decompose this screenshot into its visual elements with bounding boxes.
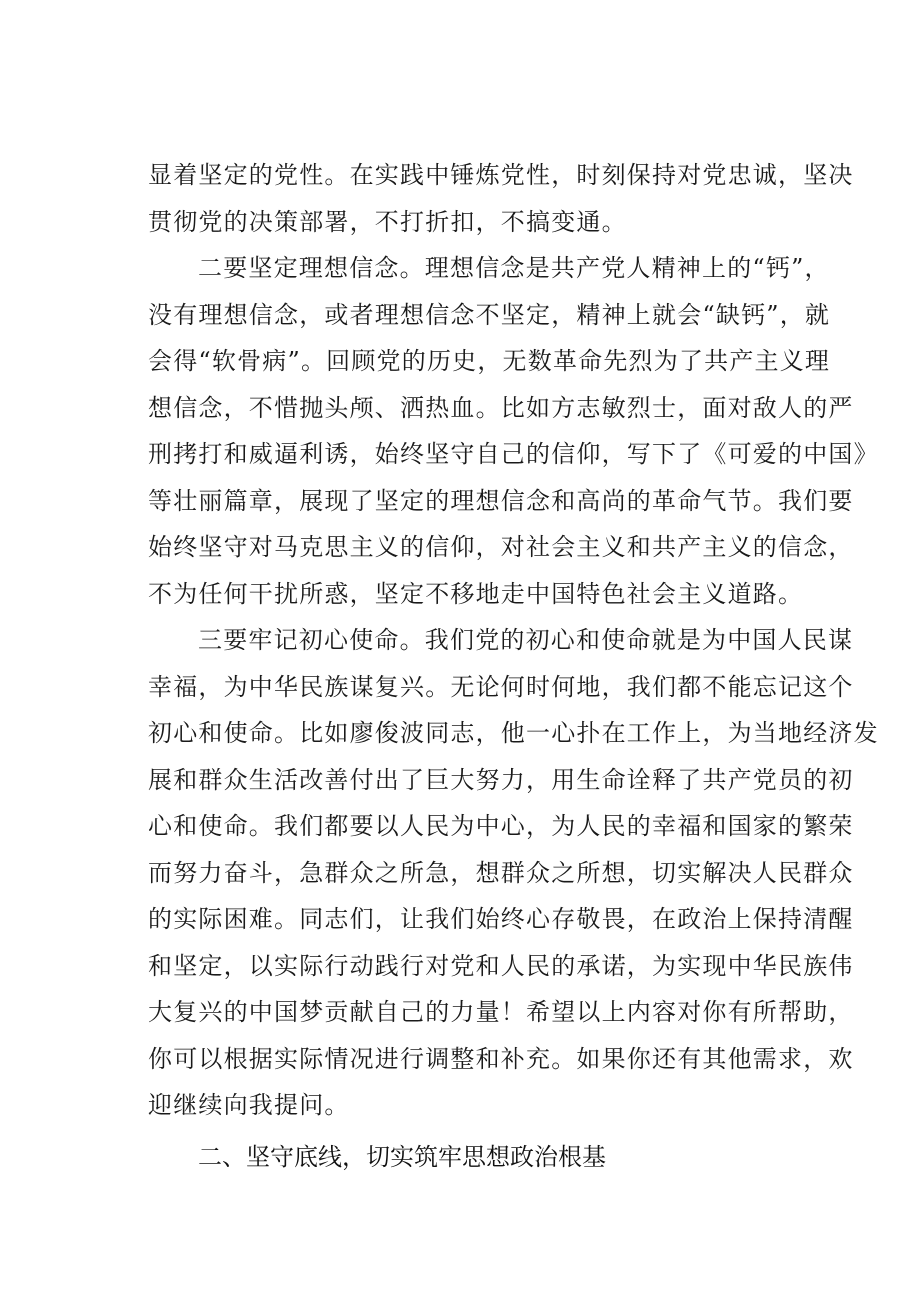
text-line: 显着坚定的党性。在实践中锤炼党性，时刻保持对党忠诚，坚决: [148, 161, 854, 189]
paragraph-original-mission: [148, 617, 879, 1129]
text-line: 心和使命。我们都要以人民为中心，为人民的幸福和国家的繁荣: [148, 812, 854, 840]
text-line: 想信念，不惜抛头颅、洒热血。比如方志敏烈士，面对敌人的严: [148, 393, 854, 422]
text-line: 刑拷打和威逼利诱，始终坚守自己的信仰，写下了《可爱的中国》: [148, 440, 879, 468]
text-line: 和坚定，以实际行动践行对党和人民的承诺，为实现中华民族伟: [148, 951, 854, 980]
paragraph-ideals-beliefs: [148, 245, 879, 617]
text-line: 会得“软骨病”。回顾党的历史，无数革命先烈为了共产主义理: [148, 347, 831, 375]
text-line: 迎继续向我提问。: [148, 1091, 350, 1119]
text-line: 你可以根据实际情况进行调整和补充。如果你还有其他需求，欢: [148, 1044, 854, 1073]
paragraph-party-loyalty: [148, 152, 854, 245]
text-line: 的实际困难。同志们，让我们始终心存敬畏，在政治上保持清醒: [148, 905, 854, 933]
text-line: 展和群众生活改善付出了巨大努力，用生命诠释了共产党员的初: [148, 765, 854, 794]
text-line: 幸福，为中华民族谋复兴。无论何时何地，我们都不能忘记这个: [148, 672, 854, 701]
text-line: 没有理想信念，或者理想信念不坚定，精神上就会“缺钙”，就: [148, 300, 831, 329]
text-line: 而努力奋斗，急群众之所急，想群众之所想，切实解决人民群众: [148, 858, 854, 887]
text-line: 三要牢记初心使命。我们党的初心和使命就是为中国人民谋: [198, 626, 854, 654]
text-line: 大复兴的中国梦贡献自己的力量！希望以上内容对你有所帮助，: [148, 998, 854, 1026]
text-line: 等壮丽篇章，展现了坚定的理想信念和高尚的革命气节。我们要: [148, 486, 854, 515]
text-line: 二要坚定理想信念。理想信念是共产党人精神上的“钙”，: [198, 254, 830, 282]
text-line: 贯彻党的决策部署，不打折扣，不搞变通。: [148, 207, 627, 236]
text-line: 不为任何干扰所惑，坚定不移地走中国特色社会主义道路。: [148, 579, 804, 608]
text-line: 初心和使命。比如廖俊波同志，他一心扑在工作上，为当地经济发: [148, 719, 879, 747]
document-body: [148, 152, 879, 1183]
section-heading: 二、坚守底线，切实筑牢思想政治根基: [198, 1142, 606, 1171]
text-line: 始终坚守对马克思主义的信仰，对社会主义和共产主义的信念，: [148, 533, 854, 561]
